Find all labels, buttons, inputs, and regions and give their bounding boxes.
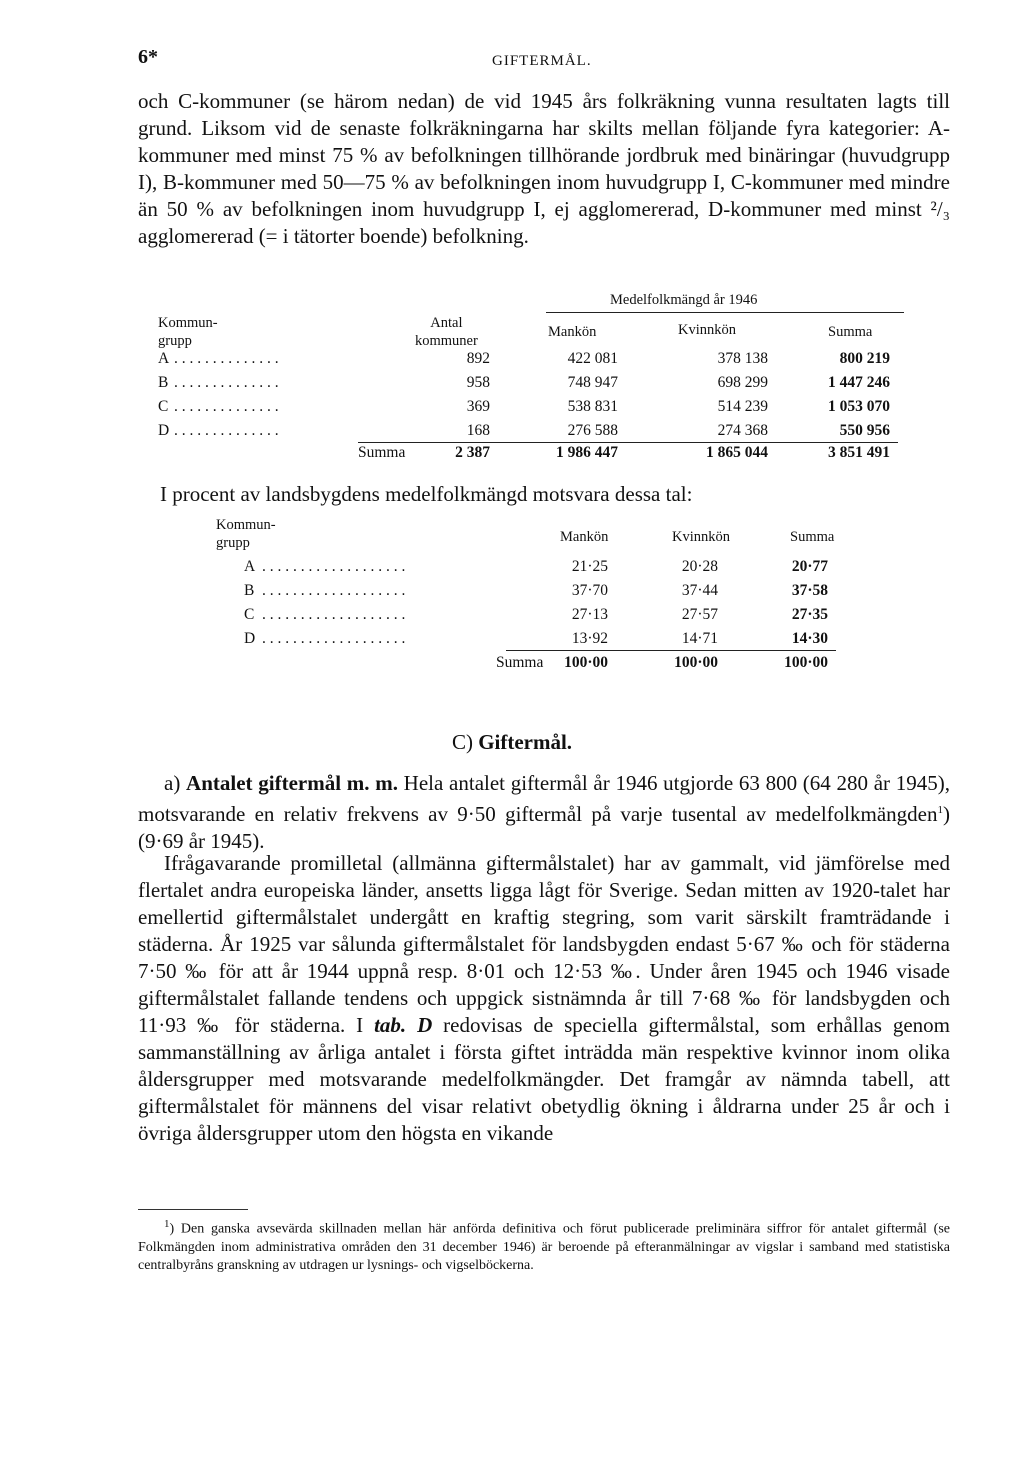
sum-total: 3 851 491 (828, 444, 890, 461)
row-group: A (158, 350, 170, 367)
footnote-divider (138, 1209, 248, 1210)
sum-male: 1 986 447 (556, 444, 618, 461)
sum-male: 100·00 (564, 654, 608, 671)
footnote-reference: 1 (937, 804, 943, 816)
row-female: 378 138 (717, 350, 768, 367)
running-title: GIFTERMÅL. (492, 53, 592, 69)
leader-dots: . . . . . . . . . . . . . . (174, 374, 279, 391)
row-total: 1 053 070 (828, 398, 890, 415)
lead-heading: Antalet giftermål m. m. (186, 771, 398, 795)
paragraph-text: ) (9·69 år 1945). (138, 802, 950, 853)
row-male: 748 947 (567, 374, 618, 391)
sum-female: 1 865 044 (706, 444, 768, 461)
leader-dots: . . . . . . . . . . . . . . (174, 398, 279, 415)
row-group: D (158, 422, 170, 439)
row-male: 21·25 (571, 558, 608, 575)
row-female: 27·57 (681, 606, 718, 623)
lead-prefix: a) (164, 771, 181, 795)
sum-female: 100·00 (674, 654, 718, 671)
section-title-prefix: C) (451, 730, 473, 754)
paragraph-marriages-count (138, 770, 950, 855)
percent-table (216, 516, 876, 676)
row-male: 13·92 (571, 630, 608, 647)
leader-dots: . . . . . . . . . . . . . . . . . . . (262, 630, 406, 647)
sum-rule (358, 442, 898, 443)
row-group: B (158, 374, 169, 391)
row-female: 274 368 (717, 422, 768, 439)
row-male: 37·70 (571, 582, 608, 599)
sum-total: 100·00 (784, 654, 828, 671)
population-table (158, 292, 908, 462)
col-header-group: Kommun- grupp (158, 315, 218, 349)
leader-dots: . . . . . . . . . . . . . . (174, 422, 279, 439)
row-male: 27·13 (571, 606, 608, 623)
row-group: D (244, 630, 256, 647)
row-female: 20·28 (681, 558, 718, 575)
table2-caption: I procent av landsbygdens medelfolkmängd motsvara dessa tal: (160, 482, 693, 506)
col-header-total: Summa (828, 324, 873, 340)
row-group: B (244, 582, 255, 599)
table-group-header: Medelfolkmängd år 1946 (610, 292, 758, 308)
footnote (138, 1215, 950, 1275)
row-female: 514 239 (717, 398, 768, 415)
col-header-total: Summa (790, 529, 835, 545)
intro-paragraph: och C-kommuner (se härom nedan) de vid 1945 års folkräkning vunna resultaten lagts till grund. Liksom vid de senaste folkräkningarna har skilts mellan följande fyra kategorier: A-kommuner med minst 75 % av befolkningen tillhörande jordbruk med binäringar (huvudgrupp I), B-kommuner med 50—75 % av befolkningen inom huvudgrupp I, C-kommuner med mindre än 50 % av befolkningen inom huvudgrupp I, ej agglomererad, D-kommuner med minst ²/₃ agglomererad (= i tätorter boende) befolkning. (138, 89, 950, 248)
leader-dots: . . . . . . . . . . . . . . . . . . . (262, 558, 406, 575)
leader-dots: . . . . . . . . . . . . . . (174, 350, 279, 367)
paragraph-text: redovisas de speciella giftermålstal, som erhållas genom sammanställning av årliga antalet i första giftet inträdda män respektive kvinnor inom olika åldersgrupper med motsvarande medelfolkmängder. Det framgår av nämnda tabell, att giftermålstalet för männens del visar relativt obetydlig ökning i åldrarna under 25 år och i övriga åldersgrupper utom den högsta en vikande (138, 1013, 951, 1145)
row-count: 369 (466, 398, 490, 415)
row-total: 27·35 (791, 606, 828, 623)
row-total: 1 447 246 (828, 374, 890, 391)
row-female: 698 299 (717, 374, 768, 391)
row-total: 37·58 (791, 582, 828, 599)
paragraph-marriage-rate (138, 850, 950, 1147)
row-group: A (244, 558, 256, 575)
section-title-text: Giftermål. (478, 730, 573, 754)
row-total: 800 219 (839, 350, 890, 367)
table-reference: tab. D (374, 1013, 433, 1037)
row-female: 14·71 (681, 630, 718, 647)
footnote-mark: 1 (164, 1218, 170, 1230)
row-total: 550 956 (839, 422, 890, 439)
leader-dots: . . . . . . . . . . . . . . . . . . . (262, 606, 406, 623)
sum-label: Summa (358, 444, 406, 461)
row-group: C (158, 398, 169, 415)
leader-dots: . . . . . . . . . . . . . . . . . . . (262, 582, 406, 599)
sum-label: Summa (496, 654, 544, 671)
row-male: 276 588 (567, 422, 618, 439)
row-male: 538 831 (567, 398, 618, 415)
col-header-female: Kvinnkön (678, 322, 736, 338)
paragraph-text: Hela antalet giftermål år 1946 utgjorde 63 800 (64 280 år 1945), motsvarande en relativ frekvens av 9·50 giftermål på varje tusental av medelfolkmängden (138, 771, 951, 826)
footnote-text: ) Den ganska avsevärda skillnaden mellan här anförda definitiva och förut publicerade preliminära siffror för antalet giftermål (se Folkmängden inom administrativa områden den 31 december 1946) är beroende på efteranmälningar av vigslar i samband med statistiska centralbyråns granskning av utdragen ur lysnings- och vigselböckerna. (138, 1221, 950, 1273)
section-title (0, 730, 1024, 755)
row-female: 37·44 (681, 582, 718, 599)
row-total: 14·30 (791, 630, 828, 647)
row-count: 168 (466, 422, 490, 439)
page-number: 6* (138, 46, 158, 68)
sum-rule (506, 650, 836, 651)
header-rule (546, 312, 904, 313)
row-count: 958 (466, 374, 490, 391)
col-header-female: Kvinnkön (672, 529, 730, 545)
row-total: 20·77 (791, 558, 828, 575)
col-header-group: Kommun- grupp (216, 517, 276, 551)
sum-count: 2 387 (455, 444, 490, 461)
col-header-male: Mankön (548, 324, 597, 340)
row-male: 422 081 (567, 350, 618, 367)
row-count: 892 (466, 350, 490, 367)
row-group: C (244, 606, 255, 623)
col-header-count: Antal kommuner (415, 315, 478, 349)
paragraph-text: Ifrågavarande promilletal (allmänna giftermålstalet) har av gammalt, vid jämförelse med flertalet andra europeiska länder, ansetts ligga lågt för Sverige. Sedan mitten av 1920-talet har emellertid giftermålstalet undergått en kraftig stegring, som varit särskilt framträdande i städerna. År 1925 var sålunda giftermålstalet för landsbygden endast 5·67 ‰ och för städerna 7·50 ‰ för att år 1944 uppnå resp. 8·01 och 12·53 ‰. Under åren 1945 och 1946 visade giftermålstalet fallande tendens och uppgick sistnämnda år till 7·68 ‰ för landsbygden och 11·93 ‰ för städerna. I (138, 851, 950, 1037)
col-header-male: Mankön (560, 529, 609, 545)
